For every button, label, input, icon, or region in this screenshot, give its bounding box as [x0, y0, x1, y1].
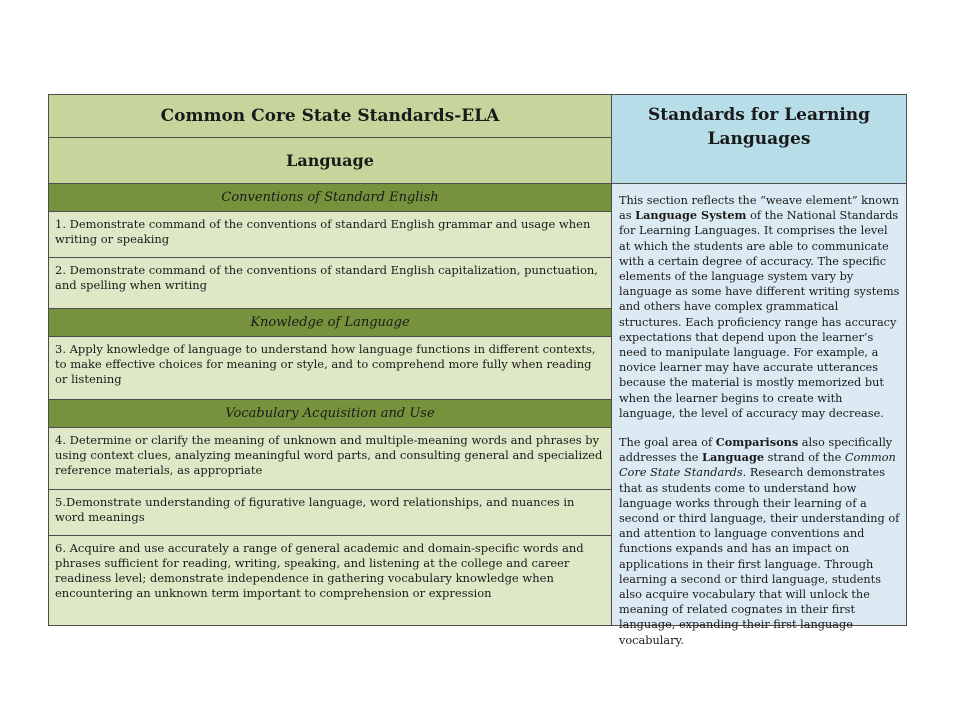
- ccss-ela-column: [49, 95, 612, 625]
- standard-1: 1. Demonstrate command of the conventions of standard English grammar and usage when writing or speaking: [49, 212, 611, 258]
- learning-languages-description: [612, 184, 906, 662]
- learning-languages-column: [612, 95, 906, 647]
- standard-5: 5.Demonstrate understanding of figurative language, word relationships, and nuances in word meanings: [49, 490, 611, 536]
- ccss-title: Common Core State Standards-ELA: [49, 95, 611, 138]
- language-subtitle: Language: [49, 138, 611, 184]
- standard-2: 2. Demonstrate command of the conventions of standard English capitalization, punctuation, and spelling when writing: [49, 258, 611, 309]
- weave-element-paragraph: This section reflects the “weave element” known as Language System of the National Standards for Learning Languages. It comprises the level at which the students are able to communicate with a certain degree of accuracy. The specific elements of the language system vary by language as some have different writing systems and others have complex grammatical structures. Each proficiency range has accuracy expectations that depend upon the learner’s need to manipulate language. For example, a novice learner may have accurate utterances because the material is mostly memorized but when the learner begins to create with language, the level of accuracy may decrease.: [619, 194, 900, 420]
- standards-table: [48, 94, 907, 647]
- section-heading-vocabulary: Vocabulary Acquisition and Use: [49, 400, 611, 428]
- standard-6: 6. Acquire and use accurately a range of general academic and domain-specific words and phrases sufficient for reading, writing, speaking, and listening at the college and career readiness level; demonstrate independence in gathering vocabulary knowledge when encountering an unknown term important to comprehension or expression: [49, 536, 611, 625]
- comparisons-paragraph: The goal area of Comparisons also specifically addresses the Language strand of the Common Core State Standards. Research demonstrates that as students come to understand how language works through their learning of a second or third language, their understanding of and attention to language conventions and functions expands and has an impact on applications in their first language. Through learning a second or third language, students also acquire vocabulary that will unlock the meaning of related cognates in their first language, expanding their first language vocabulary.: [619, 435, 900, 647]
- section-heading-conventions: Conventions of Standard English: [49, 184, 611, 212]
- standard-3: 3. Apply knowledge of language to understand how language functions in different contexts, to make effective choices for meaning or style, and to comprehend more fully when reading or listening: [49, 337, 611, 400]
- learning-languages-title: Standards for Learning Languages: [612, 95, 906, 184]
- section-heading-knowledge: Knowledge of Language: [49, 309, 611, 337]
- standard-4: 4. Determine or clarify the meaning of unknown and multiple-meaning words and phrases by using context clues, analyzing meaningful word parts, and consulting general and specialized reference materials, as appropriate: [49, 428, 611, 490]
